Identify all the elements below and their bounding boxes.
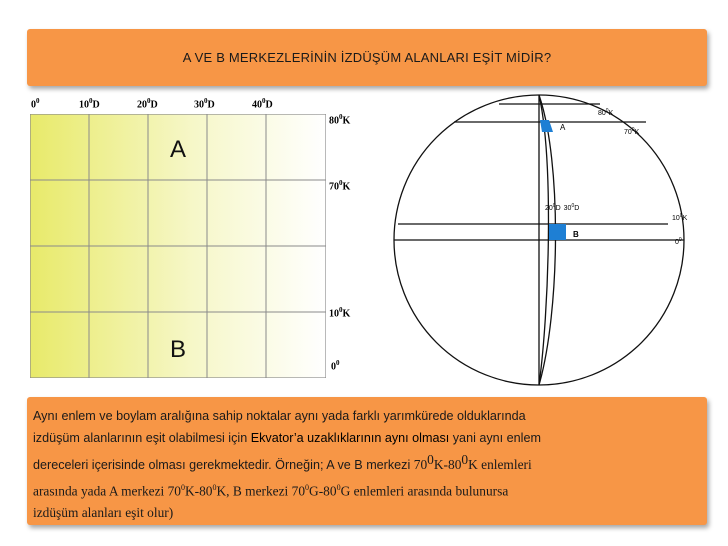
right-tick-70k: $70^0K$ xyxy=(329,179,351,193)
globe-lat-0: $0^0$ xyxy=(675,237,682,246)
explanation-line-1: Aynı enlem ve boylam aralığına sahip noktalar aynı yada farklı yarımkürede olduklarında xyxy=(33,409,526,423)
top-tick-10d: $10^0D$ xyxy=(79,97,100,111)
title-bar xyxy=(27,29,707,86)
right-tick-0: $0^0$ xyxy=(331,359,340,373)
explanation-line-3: dereceleri içerisinde olması gerekmektedir. Örneğin; A ve B merkezi $70^0K-80^0K$ enlemleri xyxy=(33,452,532,473)
right-tick-10k: $10^0K$ xyxy=(329,306,351,320)
explanation-box xyxy=(27,397,707,525)
globe-diagram xyxy=(384,92,700,392)
top-tick-30d: $30^0D$ xyxy=(194,97,215,111)
region-b-fill xyxy=(549,224,566,240)
top-tick-40d: $40^0D$ xyxy=(252,97,273,111)
explanation-line-2: izdüşüm alanlarının eşit olabilmesi için Ekvator’a uzaklıklarının aynı olması yani aynı enlem xyxy=(33,430,541,445)
top-tick-20d: $20^0D$ xyxy=(137,97,158,111)
globe-lat-10: $10^0K$ xyxy=(672,213,688,222)
explanation-line-5: izdüşüm alanları eşit olur) xyxy=(33,505,174,521)
grid-label-b: B xyxy=(170,336,187,363)
globe-label-a: A xyxy=(560,123,566,132)
page-title: A VE B MERKEZLERİNİN İZDÜŞÜM ALANLARI EŞİT MİDİR? xyxy=(182,50,552,65)
right-tick-80k: $80^0K$ xyxy=(329,113,351,127)
globe-lat-80: $80^0K$ xyxy=(598,108,614,117)
globe-label-b: B xyxy=(573,230,579,239)
explanation-line-4: arasında yada A merkezi $70^0K-80^0K$, B merkezi $70^0G-80^0G$ enlemleri arasında bulunursa xyxy=(33,482,509,499)
top-tick-0: $0^0$ xyxy=(31,97,40,111)
globe-lon-labels: $20^0D$ $30^0D$ xyxy=(545,203,580,212)
grid-label-a: A xyxy=(170,136,187,163)
globe-lat-70: $70^0K$ xyxy=(624,127,640,136)
